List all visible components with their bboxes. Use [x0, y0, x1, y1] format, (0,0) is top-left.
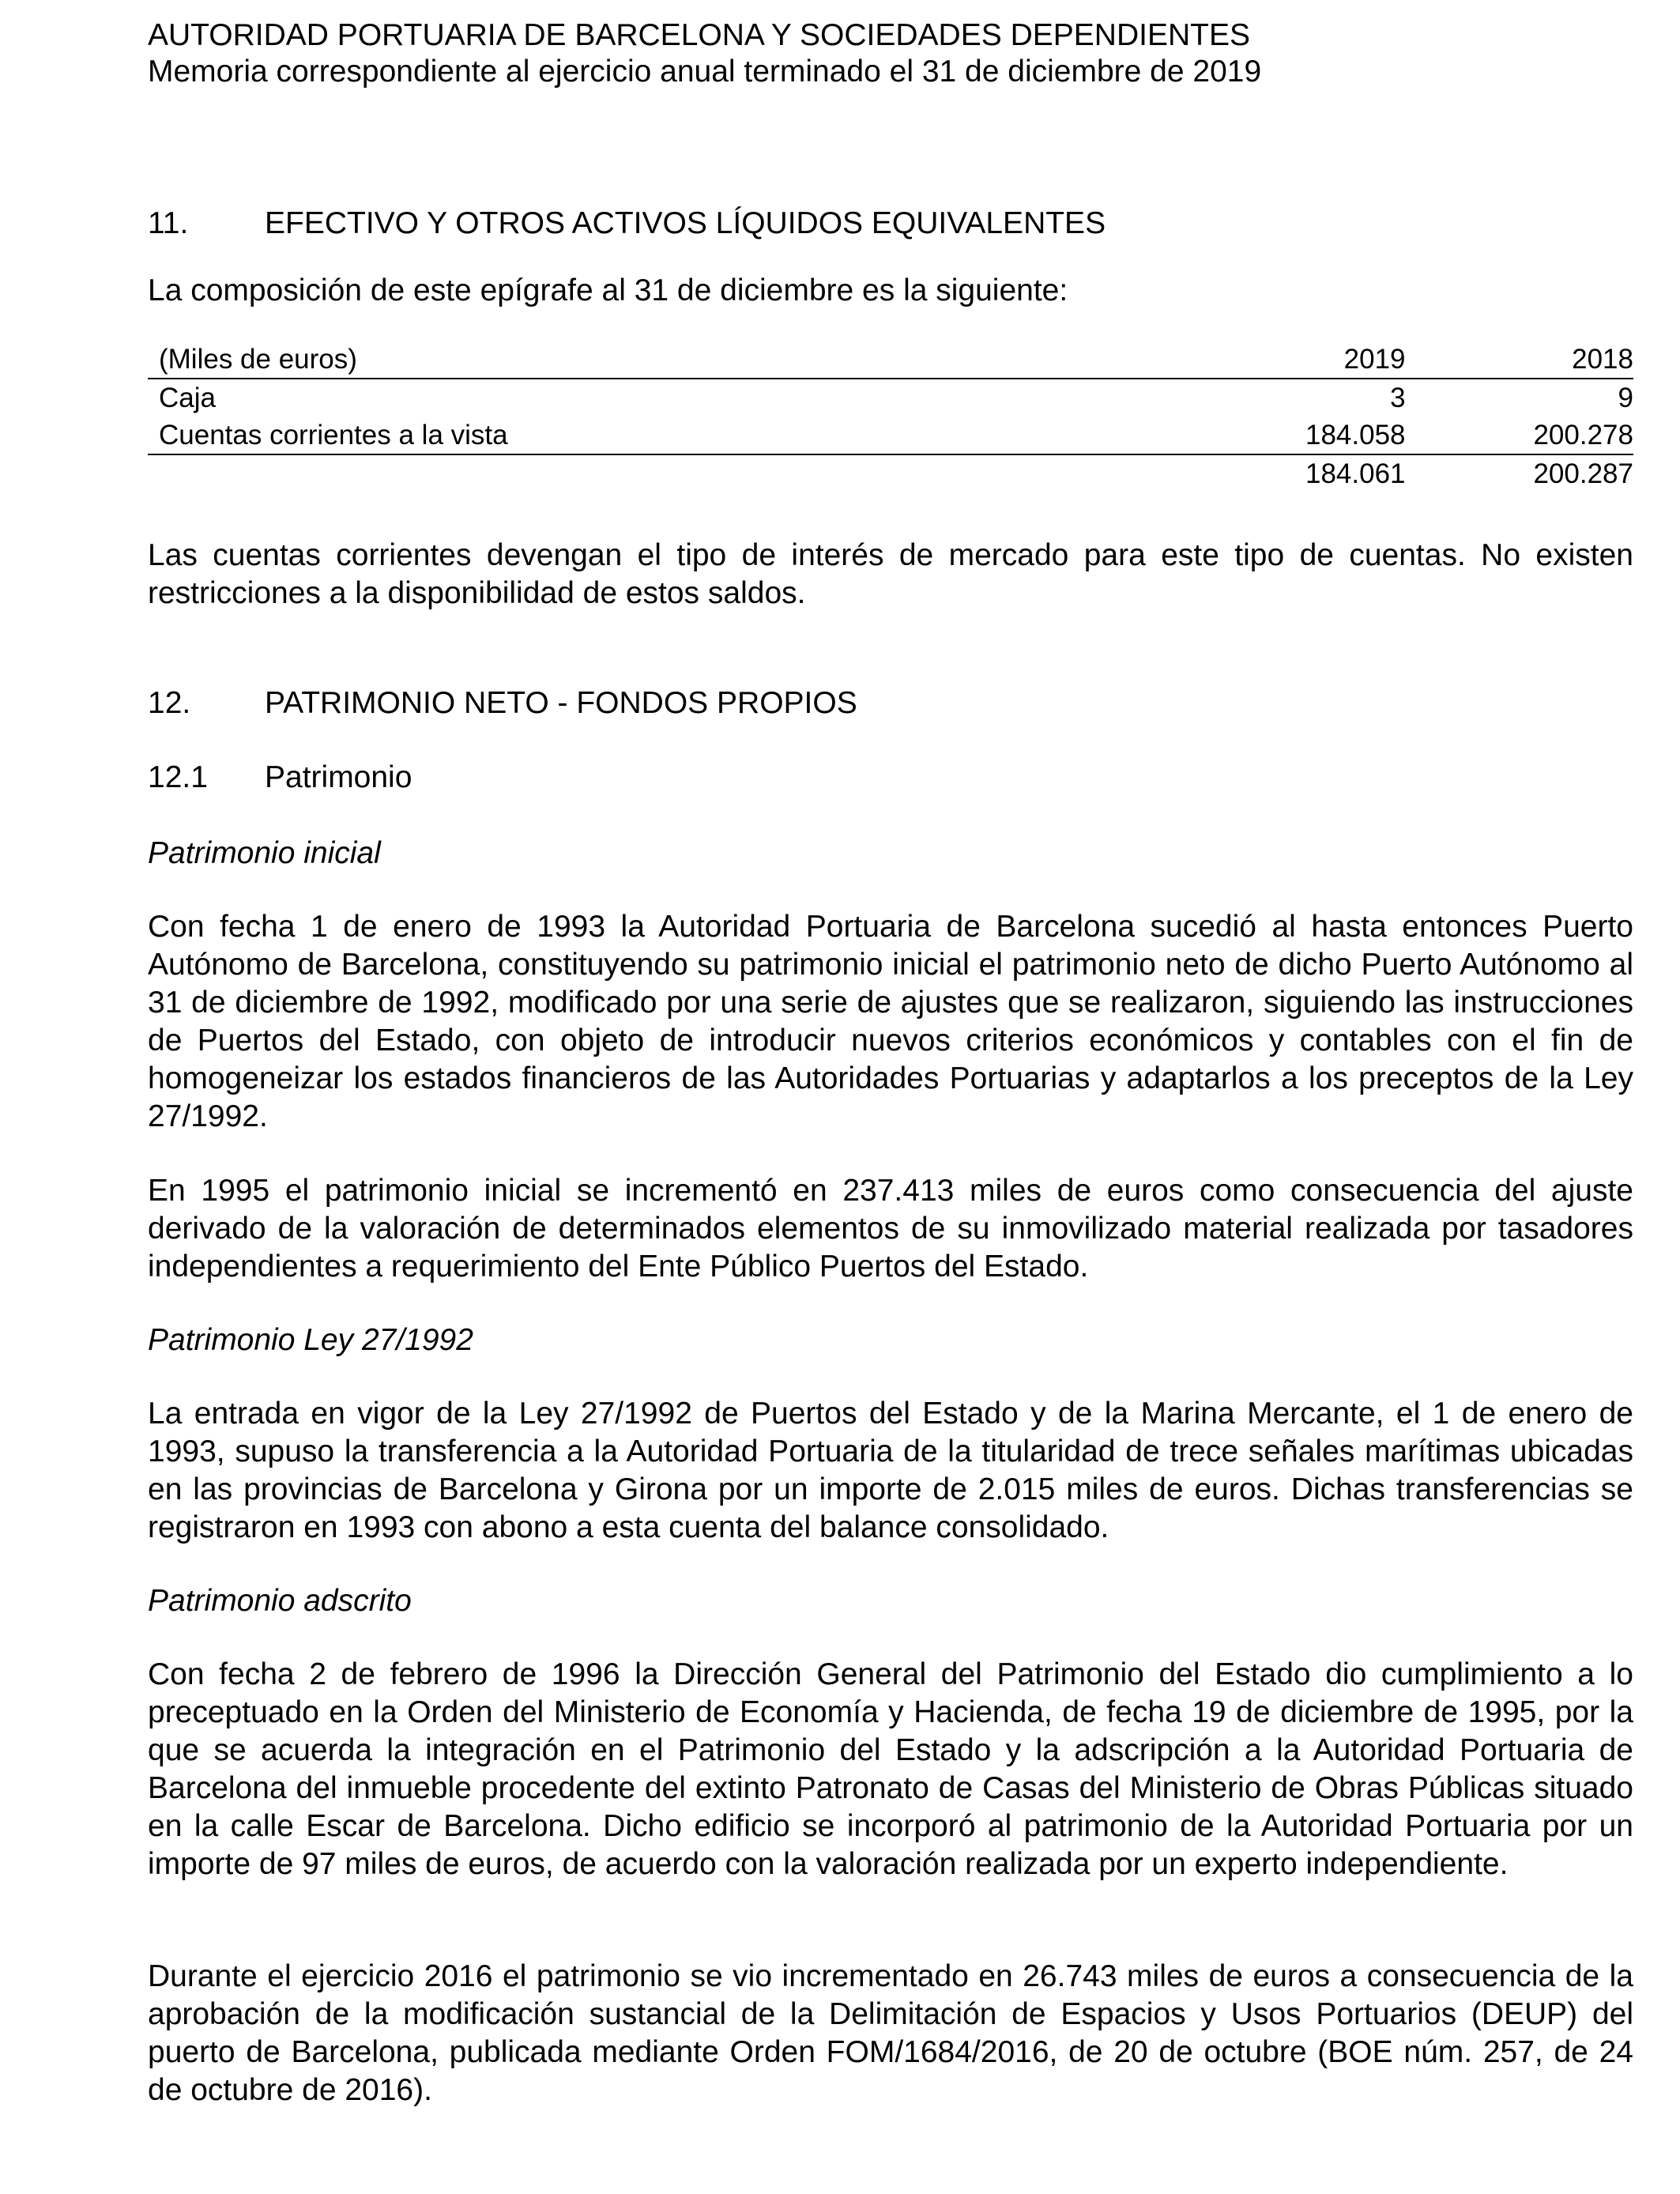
table-row: [148, 417, 1633, 454]
row-value-2018: 200.278: [1406, 417, 1633, 454]
patrimonio-inicial-title: Patrimonio inicial: [148, 836, 381, 870]
header-entity-name: AUTORIDAD PORTUARIA DE BARCELONA Y SOCIEDADES DEPENDIENTES: [148, 18, 1250, 52]
row-label: Caja: [159, 383, 216, 413]
header-report-title: Memoria correspondiente al ejercicio anual terminado el 31 de diciembre de 2019: [148, 55, 1262, 89]
table-col-2018: 2018: [1406, 341, 1633, 379]
section-12-heading: [148, 685, 1633, 722]
cash-table: [148, 341, 1633, 492]
section-11-intro: La composición de este epígrafe al 31 de diciembre es la siguiente:: [148, 273, 1068, 307]
patrimonio-ley-paragraph: La entrada en vigor de la Ley 27/1992 de Puertos del Estado y de la Marina Mercante, el 1 de enero de 1993, supuso la transferencia a la Autoridad Portuaria de la titularidad de trece señales marítimas ubicadas en las provincias de Barcelona y Girona por un importe de 2.015 miles de euros. Dichas transferencias se registraron en 1993 con abono a esta cuenta del balance consolidado.: [148, 1397, 1633, 1544]
page-header: [148, 17, 1633, 90]
row-label: Cuentas corrientes a la vista: [148, 417, 1224, 454]
patrimonio-adscrito-paragraph-1: Con fecha 2 de febrero de 1996 la Dirección General del Patrimonio del Estado dio cumplimiento a lo preceptuado en la Orden del Ministerio de Economía y Hacienda, de fecha 19 de diciembre de 1995, por la que se acuerda la integración en el Patrimonio del Estado y la adscripción a la Autoridad Portuaria de Barcelona del inmueble procedente del extinto Patronato de Casas del Ministerio de Obras Públicas situado en la calle Escar de Barcelona. Dicho edificio se incorporó al patrimonio de la Autoridad Portuaria por un importe de 97 miles de euros, de acuerdo con la valoración realizada por un experto independiente.: [148, 1657, 1633, 1881]
subsection-12-1-heading: [148, 760, 1633, 796]
patrimonio-ley-title: Patrimonio Ley 27/1992: [148, 1323, 473, 1357]
row-value-2018: 9: [1618, 383, 1633, 413]
section-12-title: PATRIMONIO NETO - FONDOS PROPIOS: [265, 686, 857, 720]
section-11-heading: [148, 205, 1633, 242]
table-col-2019: 2019: [1224, 341, 1406, 379]
total-value-2018: 200.287: [1533, 458, 1633, 489]
patrimonio-adscrito-paragraph-2: Durante el ejercicio 2016 el patrimonio se vio incrementado en 26.743 miles de euros a consecuencia de la aprobación de la modificación sustancial de la Delimitación de Espacios y Usos Portuarios (DEUP) del puerto de Barcelona, publicada mediante Orden FOM/1684/2016, de 20 de octubre (BOE núm. 257, de 24 de octubre de 2016).: [148, 1959, 1633, 2107]
table-row: [148, 379, 1633, 417]
row-value-2019: 3: [1390, 383, 1406, 413]
document-page: [148, 17, 1633, 2109]
patrimonio-inicial-paragraph-2: En 1995 el patrimonio inicial se incrementó en 237.413 miles de euros como consecuencia del ajuste derivado de la valoración de determinados elementos de su inmovilizado material realizada por tasadores independientes a requerimiento del Ente Público Puertos del Estado.: [148, 1174, 1633, 1284]
patrimonio-adscrito-title: Patrimonio adscrito: [148, 1584, 412, 1618]
table-header-row: [148, 341, 1633, 379]
section-11-note: Las cuentas corrientes devengan el tipo de interés de mercado para este tipo de cuentas. No existen restricciones a la disponibilidad de estos saldos.: [148, 538, 1633, 610]
section-11-number: 11.: [148, 206, 189, 240]
table-total-row: [148, 454, 1633, 492]
patrimonio-inicial-paragraph-1: Con fecha 1 de enero de 1993 la Autoridad Portuaria de Barcelona sucedió al hasta entonces Puerto Autónomo de Barcelona, constituyendo su patrimonio inicial el patrimonio neto de dicho Puerto Autónomo al 31 de diciembre de 1992, modificado por una serie de ajustes que se realizaron, siguiendo las instrucciones de Puertos del Estado, con objeto de introducir nuevos criterios económicos y contables con el fin de homogeneizar los estados financieros de las Autoridades Portuarias y adaptarlos a los preceptos de la Ley 27/1992.: [148, 910, 1633, 1133]
section-11-title: EFECTIVO Y OTROS ACTIVOS LÍQUIDOS EQUIVALENTES: [265, 206, 1106, 240]
total-label: [148, 454, 1224, 492]
total-value-2019: 184.061: [1305, 458, 1406, 489]
section-12-number: 12.: [148, 686, 191, 720]
table-unit-label: (Miles de euros): [148, 341, 1224, 379]
subsection-12-1-number: 12.1: [148, 760, 208, 794]
subsection-12-1-title: Patrimonio: [265, 760, 412, 794]
row-value-2019: 184.058: [1224, 417, 1406, 454]
